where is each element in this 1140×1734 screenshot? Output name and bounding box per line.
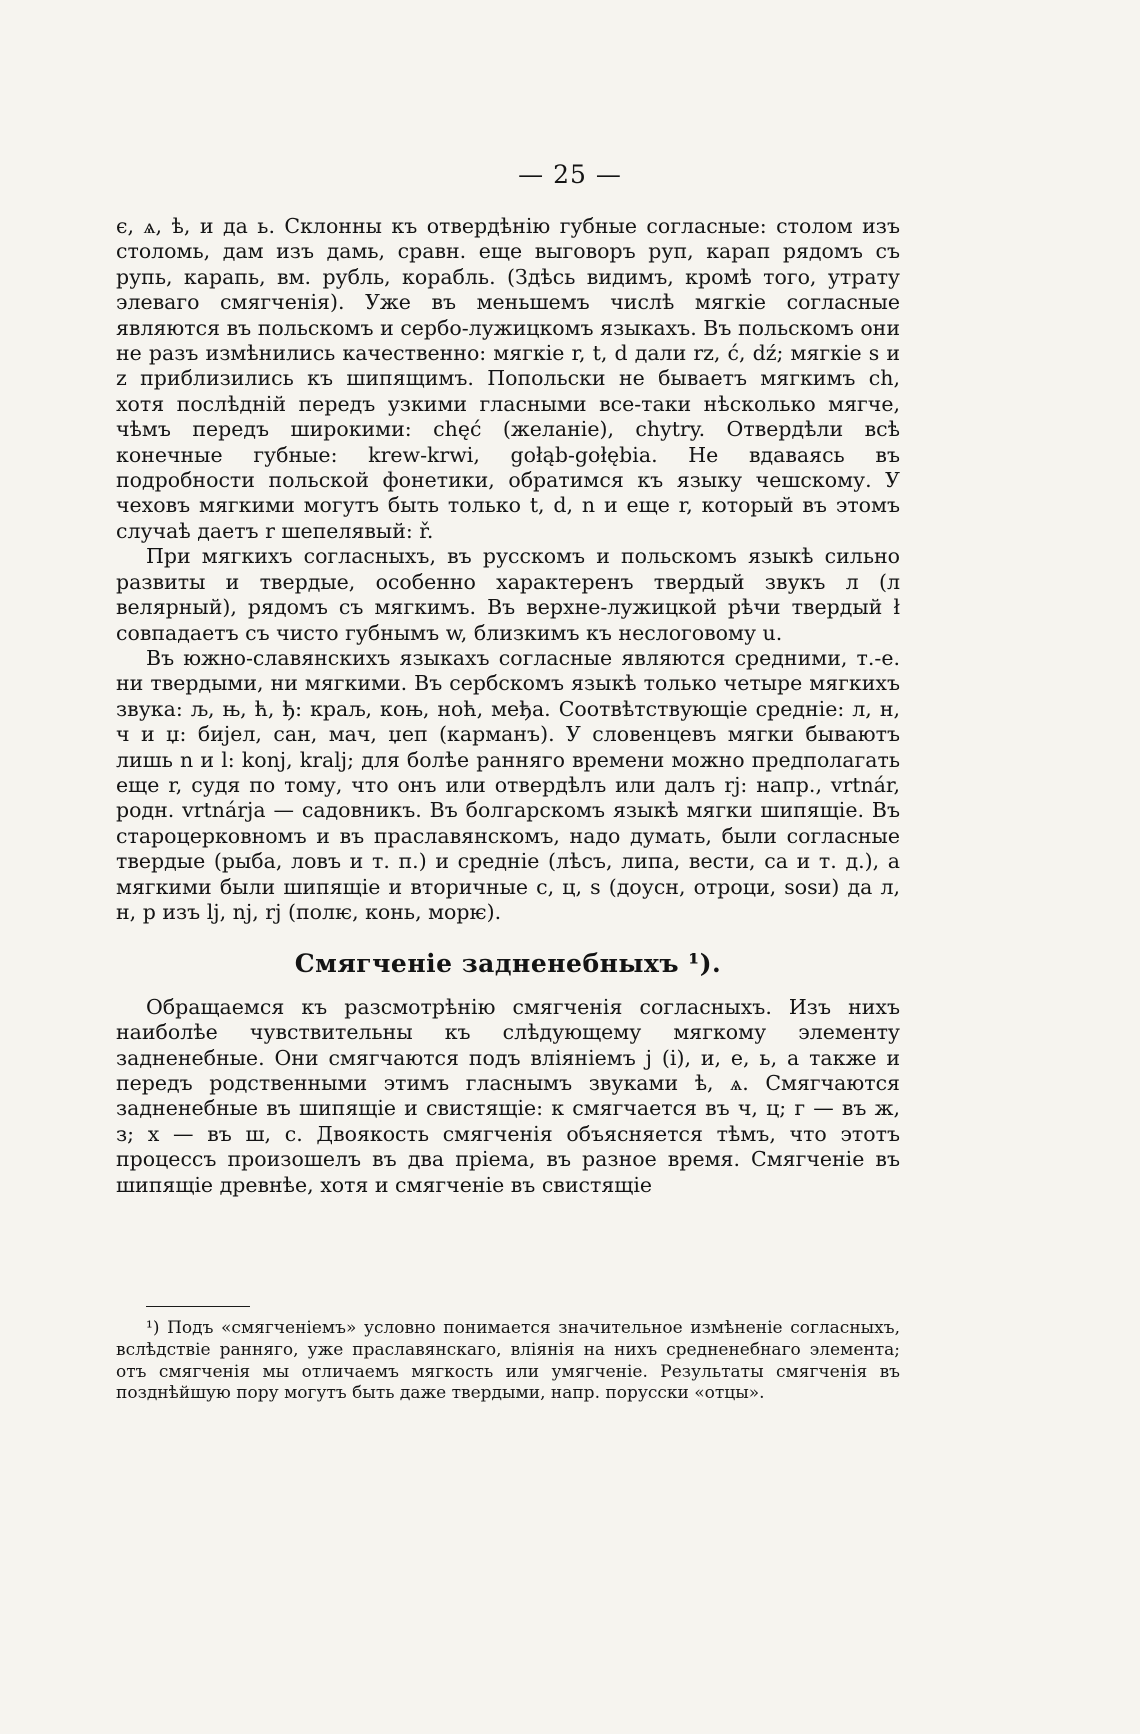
paragraph-1: є, ѧ, ѣ, и да ь. Склонны къ отвердѣнію губные согласные: столом изъ столомь, дам изъ дамь, сравн. еще выговоръ руп, карап рядомъ съ рупь, карапь, вм. рубль, корабль. (Здѣсь видимъ, кромѣ того, утрату элеваго смягченія). Уже въ меньшемъ числѣ мягкіе согласные являются въ польскомъ и сербо-лужицкомъ языкахъ. Въ польскомъ они не разъ измѣнились качественно: мягкіе r, t, d дали rz, ć, dź; мягкіе s и z приблизились къ шипящимъ. Попольски не бываетъ мягкимъ ch, хотя послѣдній передъ узкими гласными все-таки нѣсколько мягче, чѣмъ передъ широкими: chęć (желаніе), chytry. Отвердѣли всѣ конечные губные: krew-krwi, gołąb-gołębia. Не вдаваясь въ подробности польской фонетики, обратимся къ языку чешскому. У чеховъ мягкими могутъ быть только t, d, n и еще r, который въ этомъ случаѣ даетъ r шепелявый: ř. <box>116 214 900 543</box>
main-text <box>116 214 900 1198</box>
paragraph-2: При мягкихъ согласныхъ, въ русскомъ и польскомъ языкѣ сильно развиты и твердые, особенно характеренъ твердый звукъ л (л велярный), рядомъ съ мягкимъ. Въ верхне-лужицкой рѣчи твердый ł совпадаетъ съ чисто губнымъ w, близкимъ къ неслоговому u. <box>116 544 900 645</box>
section-paragraph: Обращаемся къ разсмотрѣнію смягченія согласныхъ. Изъ нихъ наиболѣе чувствительны къ слѣдующему мягкому элементу задненебные. Они смягчаются подъ вліяніемъ j (і), и, е, ь, а также и передъ родственными этимъ гласнымъ звуками ѣ, ѧ. Смягчаются задненебные въ шипящіе и свистящіе: к смягчается въ ч, ц; г — въ ж, з; х — въ ш, с. Двоякость смягченія объясняется тѣмъ, что этотъ процессъ произошелъ въ два пріема, въ разное время. Смягченіе въ шипящіе древнѣе, хотя и смягченіе въ свистящіе <box>116 994 900 1197</box>
section-heading: Смягченіе задненебныхъ ¹). <box>294 949 722 979</box>
footnote-divider <box>146 1306 250 1307</box>
page-number: — 25 — <box>518 160 622 189</box>
footnote: ¹) Подъ «смягченіемъ» условно понимается значительное измѣненіе согласныхъ, вслѣдствіе ранняго, уже праславянскаго, вліянія на нихъ средненебнаго элемента; отъ смягченія мы отличаемъ мягкость или умягченіе. Результаты смягченія въ позднѣйшую пору могутъ быть даже твердыми, напр. порусски «отцы». <box>116 1318 900 1404</box>
paragraph-3: Въ южно-славянскихъ языкахъ согласные являются средними, т.-е. ни твердыми, ни мягкими. Въ сербскомъ языкѣ только четыре мягкихъ звука: љ, њ, ћ, ђ: краљ, коњ, ноћ, међа. Соотвѣтствующіе средніе: л, н, ч и џ: бијел, сан, мач, џеп (карманъ). У словенцевъ мягки бываютъ лишь n и l: konj, kralj; для болѣе ранняго времени можно предполагать еще r, судя по тому, что онъ или отвердѣлъ или далъ rj: напр., vrtnár, родн. vrtnárja — садовникъ. Въ болгарскомъ языкѣ мягки шипящіе. Въ староцерковномъ и въ праславянскомъ, надо думать, были согласные твердые (рыба, ловъ и т. п.) и средніе (лѣсъ, липа, вести, са и т. д.), а мягкими были шипящіе и вторичные с, ц, ѕ (доусн, отроци, ѕоѕи) да л, н, р изъ lj, nj, rj (полѥ, конь, морѥ). <box>116 645 900 924</box>
